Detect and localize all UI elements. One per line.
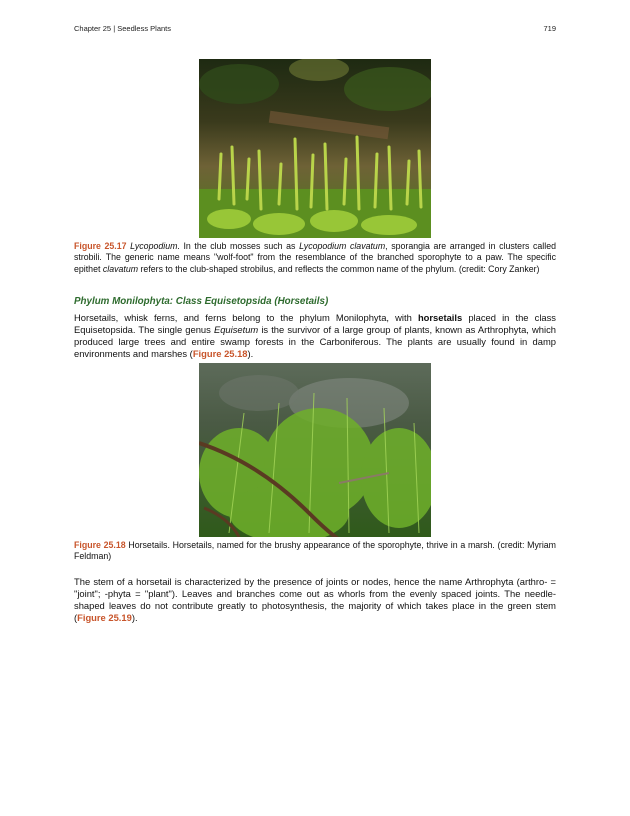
figure-number: Figure 25.17 (74, 241, 127, 251)
figure-25-18-caption: Figure 25.18 Horsetails. Horsetails, named for the brushy appearance of the sporophyte, thrive in a marsh. (credit: Myriam Feldman) (74, 540, 556, 562)
section-heading: Phylum Monilophyta: Class Equisetopsida (Horsetails) (74, 296, 329, 307)
figure-25-18-link[interactable]: Figure 25.18 (192, 348, 248, 359)
term-horsetails: horsetails (417, 312, 463, 323)
page-number: 719 (543, 24, 556, 33)
stem-paragraph: The stem of a horsetail is characterized by the presence of joints or nodes, hence the name Arthrophyta (arthro- = "joint"; -phyta = "plant"). Leaves and branches come out as whorls from the evenly spaced joints. The needle-shaped leaves do not contribute greatly to photosynthesis, the majority of which takes place in the green stem (Figure 25.19). (74, 576, 556, 623)
page-header (74, 24, 556, 33)
lycopodium-photo (199, 59, 431, 238)
caption-genus: Lycopodium (130, 241, 178, 251)
horsetails-paragraph: Horsetails, whisk ferns, and ferns belong to the phylum Monilophyta, with horsetails placed in the class Equisetopsida. The single genus Equisetum is the survivor of a large group of plants, known as Arthrophyta, which produced large trees and entire swamp forests in the Carboniferous. The plants are usually found in damp environments and marshes (Figure 25.18). (74, 312, 556, 359)
figure-number: Figure 25.18 (74, 540, 126, 550)
figure-25-19-link[interactable]: Figure 25.19 (77, 612, 132, 623)
chapter-title: Chapter 25 | Seedless Plants (74, 24, 172, 33)
horsetails-photo (199, 363, 431, 537)
figure-25-17-caption: Figure 25.17 Lycopodium. In the club mosses such as Lycopodium clavatum, sporangia are arranged in clusters called strobili. The generic name means "wolf-foot" from the resemblance of the branched sporophyte to a paw. The specific epithet clavatum refers to the club-shaped strobilus, and reflects the common name of the phylum. (credit: Cory Zanker) (74, 241, 556, 274)
